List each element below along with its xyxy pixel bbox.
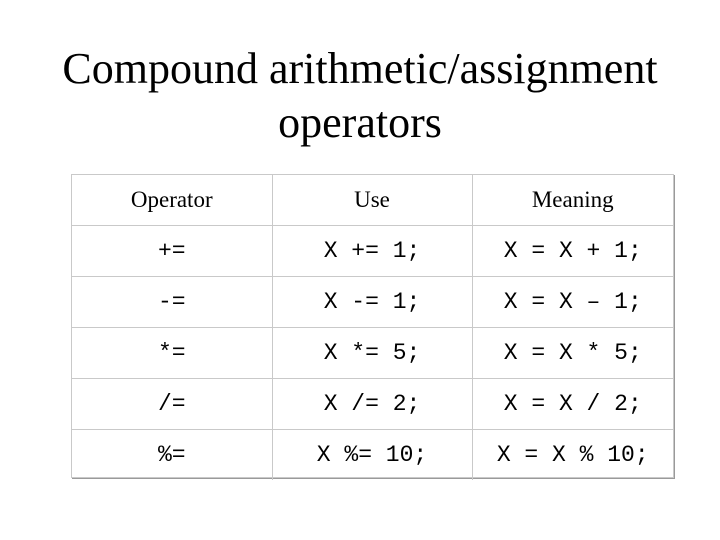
use-cell: X %= 10; <box>272 430 472 481</box>
operator-cell: *= <box>72 328 272 379</box>
table-row <box>72 430 673 481</box>
use-cell: X *= 5; <box>272 328 472 379</box>
operators-table <box>71 174 674 478</box>
use-cell: X += 1; <box>272 226 472 277</box>
slide-title-line-1: Compound arithmetic/assignment <box>62 44 658 93</box>
header-meaning: Meaning <box>472 175 673 226</box>
operator-cell: /= <box>72 379 272 430</box>
table-row <box>72 226 673 277</box>
meaning-cell: X = X – 1; <box>472 277 673 328</box>
use-cell: X -= 1; <box>272 277 472 328</box>
header-operator: Operator <box>72 175 272 226</box>
operator-cell: += <box>72 226 272 277</box>
meaning-cell: X = X / 2; <box>472 379 673 430</box>
operator-cell: %= <box>72 430 272 481</box>
header-use: Use <box>272 175 472 226</box>
meaning-cell: X = X + 1; <box>472 226 673 277</box>
operator-cell: -= <box>72 277 272 328</box>
table-row <box>72 379 673 430</box>
meaning-cell: X = X * 5; <box>472 328 673 379</box>
slide-title <box>0 42 720 150</box>
operators-table-grid <box>72 175 673 480</box>
table-row <box>72 277 673 328</box>
table-row <box>72 328 673 379</box>
use-cell: X /= 2; <box>272 379 472 430</box>
slide-title-line-2: operators <box>278 98 442 147</box>
table-header-row <box>72 175 673 226</box>
meaning-cell: X = X % 10; <box>472 430 673 481</box>
